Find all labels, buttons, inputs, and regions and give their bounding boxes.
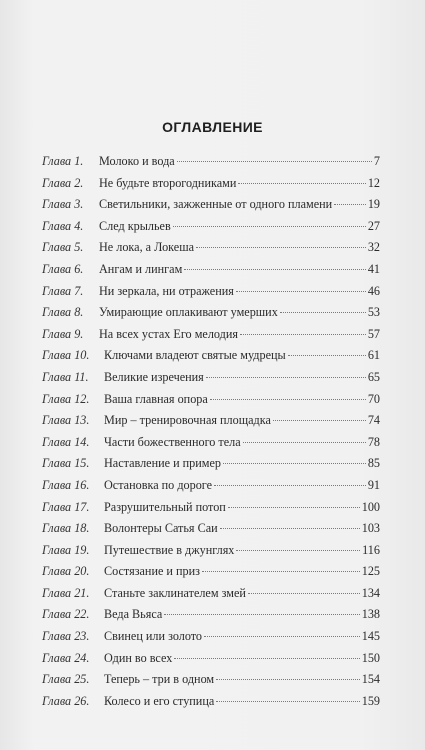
dot-leader [288,355,366,356]
chapter-title: Ангам и лингам [99,261,183,276]
chapter-number: Глава 14. [42,434,90,449]
chapter-number: Глава 20. [42,564,90,579]
chapter-line [104,561,380,581]
dot-leader [223,463,366,464]
toc-entry [42,410,380,432]
toc-entry [42,518,380,540]
page-number: 138 [361,607,380,622]
toc-entry [42,669,380,691]
chapter-title: Веда Вьяса [104,607,163,622]
dot-leader [216,679,360,680]
toc-entry [42,648,380,670]
chapter-line [104,497,380,517]
chapter-title: Колесо и его ступица [104,693,215,708]
page-number: 100 [361,499,380,514]
chapter-line [99,194,380,214]
dot-leader [174,658,359,659]
chapter-line [99,302,380,322]
dot-leader [334,204,366,205]
chapter-title: Ваша главная опора [104,391,208,406]
toc-entry [42,389,380,411]
chapter-line [104,389,380,409]
page-number: 12 [367,175,380,190]
chapter-number: Глава 5. [42,240,84,255]
chapter-title: Свинец или золото [104,629,203,644]
chapter-title: Светильники, зажженные от одного пламени [99,197,333,212]
chapter-number: Глава 3. [42,197,84,212]
chapter-title: Состязание и приз [104,564,200,579]
chapter-number: Глава 2. [42,175,84,190]
chapter-line [104,604,380,624]
chapter-title: Умирающие оплакивают умерших [99,305,278,320]
chapter-title: Не лока, а Локеша [99,240,195,255]
dot-leader [228,507,360,508]
page-number: 32 [367,240,380,255]
page-number: 65 [367,369,380,384]
chapter-number: Глава 25. [42,672,90,687]
dot-leader [196,247,366,248]
dot-leader [210,399,366,400]
page-number: 57 [367,326,380,341]
page-number: 7 [373,154,380,168]
dot-leader [214,485,366,486]
toc-entry [42,626,380,648]
page-number: 116 [362,542,380,557]
page-number: 61 [367,348,380,363]
chapter-line [104,669,380,689]
page-number: 27 [367,218,380,233]
page-title: ОГЛАВЛЕНИЕ [162,119,263,135]
chapter-number: Глава 8. [42,305,84,320]
chapter-number: Глава 10. [42,348,90,363]
chapter-line [104,691,380,711]
chapter-number: Глава 6. [42,261,84,276]
chapter-number: Глава 15. [42,456,90,471]
chapter-title: Разрушительный потоп [104,499,226,514]
chapter-title: Великие изречения [104,369,204,384]
chapter-number: Глава 24. [42,650,90,665]
chapter-title: Не будьте второгодниками [99,175,237,190]
toc-entry [42,345,380,367]
chapter-title: Волонтеры Сатья Саи [104,521,218,536]
chapter-title: Мир – тренировочная площадка [104,413,271,428]
chapter-line [99,151,380,171]
toc-entry [42,259,380,281]
chapter-number: Глава 13. [42,413,90,428]
page-number: 134 [361,585,380,600]
dot-leader [243,442,366,443]
chapter-title: Наставление и пример [104,456,222,471]
dot-leader [248,593,360,594]
chapter-line [99,237,380,257]
chapter-number: Глава 21. [42,585,90,600]
toc-entry [42,432,380,454]
toc-entry [42,604,380,626]
dot-leader [204,636,360,637]
dot-leader [206,377,366,378]
page-number: 154 [361,672,380,687]
dot-leader [173,226,366,227]
chapter-title: Ни зеркала, ни отражения [99,283,234,298]
toc-entry [42,453,380,475]
chapter-line [99,259,380,279]
chapter-line [104,367,380,387]
chapter-number: Глава 12. [42,391,90,406]
dot-leader [240,334,366,335]
page-number: 46 [367,283,380,298]
chapter-line [104,432,380,452]
page-number: 145 [361,629,380,644]
chapter-line [104,626,380,646]
chapter-number: Глава 19. [42,542,90,557]
dot-leader [220,528,360,529]
toc-entry [42,216,380,238]
chapter-title: Части божественного тела [104,434,241,449]
chapter-line [99,173,380,193]
dot-leader [273,420,366,421]
toc-entry [42,540,380,562]
chapter-number: Глава 26. [42,693,90,708]
chapter-line [104,583,380,603]
chapter-number: Глава 22. [42,607,90,622]
toc-entry [42,583,380,605]
page-number: 53 [367,305,380,320]
chapter-line [104,345,380,365]
toc-entry [42,151,380,173]
toc-entry [42,237,380,259]
dot-leader [216,701,359,702]
chapter-title: Остановка по дороге [104,477,213,492]
page-number: 125 [361,564,380,579]
chapter-number: Глава 16. [42,477,90,492]
page-number: 41 [367,261,380,276]
chapter-title: Ключами владеют святые мудрецы [104,348,286,363]
dot-leader [238,183,365,184]
toc-entry [42,561,380,583]
page-number: 103 [361,521,380,536]
toc-entry [42,367,380,389]
chapter-line [104,453,380,473]
toc-entry [42,497,380,519]
chapter-number: Глава 18. [42,521,90,536]
page-number: 78 [367,434,380,449]
dot-leader [202,571,360,572]
dot-leader [236,550,360,551]
chapter-number: Глава 1. [42,154,84,168]
chapter-number: Глава 4. [42,218,84,233]
dot-leader [177,161,372,162]
page-number: 91 [367,477,380,492]
chapter-title: Один во всех [104,650,173,665]
chapter-line [99,281,380,301]
chapter-number: Глава 17. [42,499,90,514]
chapter-title: На всех устах Его мелодия [99,326,238,341]
toc-entry [42,324,380,346]
dot-leader [164,614,359,615]
dot-leader [184,269,366,270]
toc-entry [42,475,380,497]
chapter-line [104,410,380,430]
chapter-line [104,475,380,495]
dot-leader [280,312,366,313]
toc-entry [42,281,380,303]
chapter-line [104,648,380,668]
chapter-number: Глава 7. [42,283,84,298]
page-number: 19 [367,197,380,212]
chapter-line [99,324,380,344]
chapter-title: Станьте заклинателем змей [104,585,246,600]
page-number: 159 [361,693,380,708]
toc-entry [42,194,380,216]
chapter-number: Глава 11. [42,369,89,384]
toc-entry [42,173,380,195]
page-number: 74 [367,413,380,428]
chapter-line [104,518,380,538]
table-of-contents [42,151,380,712]
chapter-number: Глава 9. [42,326,84,341]
chapter-title: Молоко и вода [99,154,175,168]
chapter-title: Путешествие в джунглях [104,542,235,557]
toc-entry [42,691,380,713]
chapter-title: След крыльев [99,218,171,233]
chapter-line [99,216,380,236]
chapter-number: Глава 23. [42,629,90,644]
page-number: 85 [367,456,380,471]
page-number: 150 [361,650,380,665]
page-number: 70 [367,391,380,406]
dot-leader [236,291,366,292]
toc-entry [42,302,380,324]
chapter-title: Теперь – три в одном [104,672,215,687]
chapter-line [104,540,380,560]
